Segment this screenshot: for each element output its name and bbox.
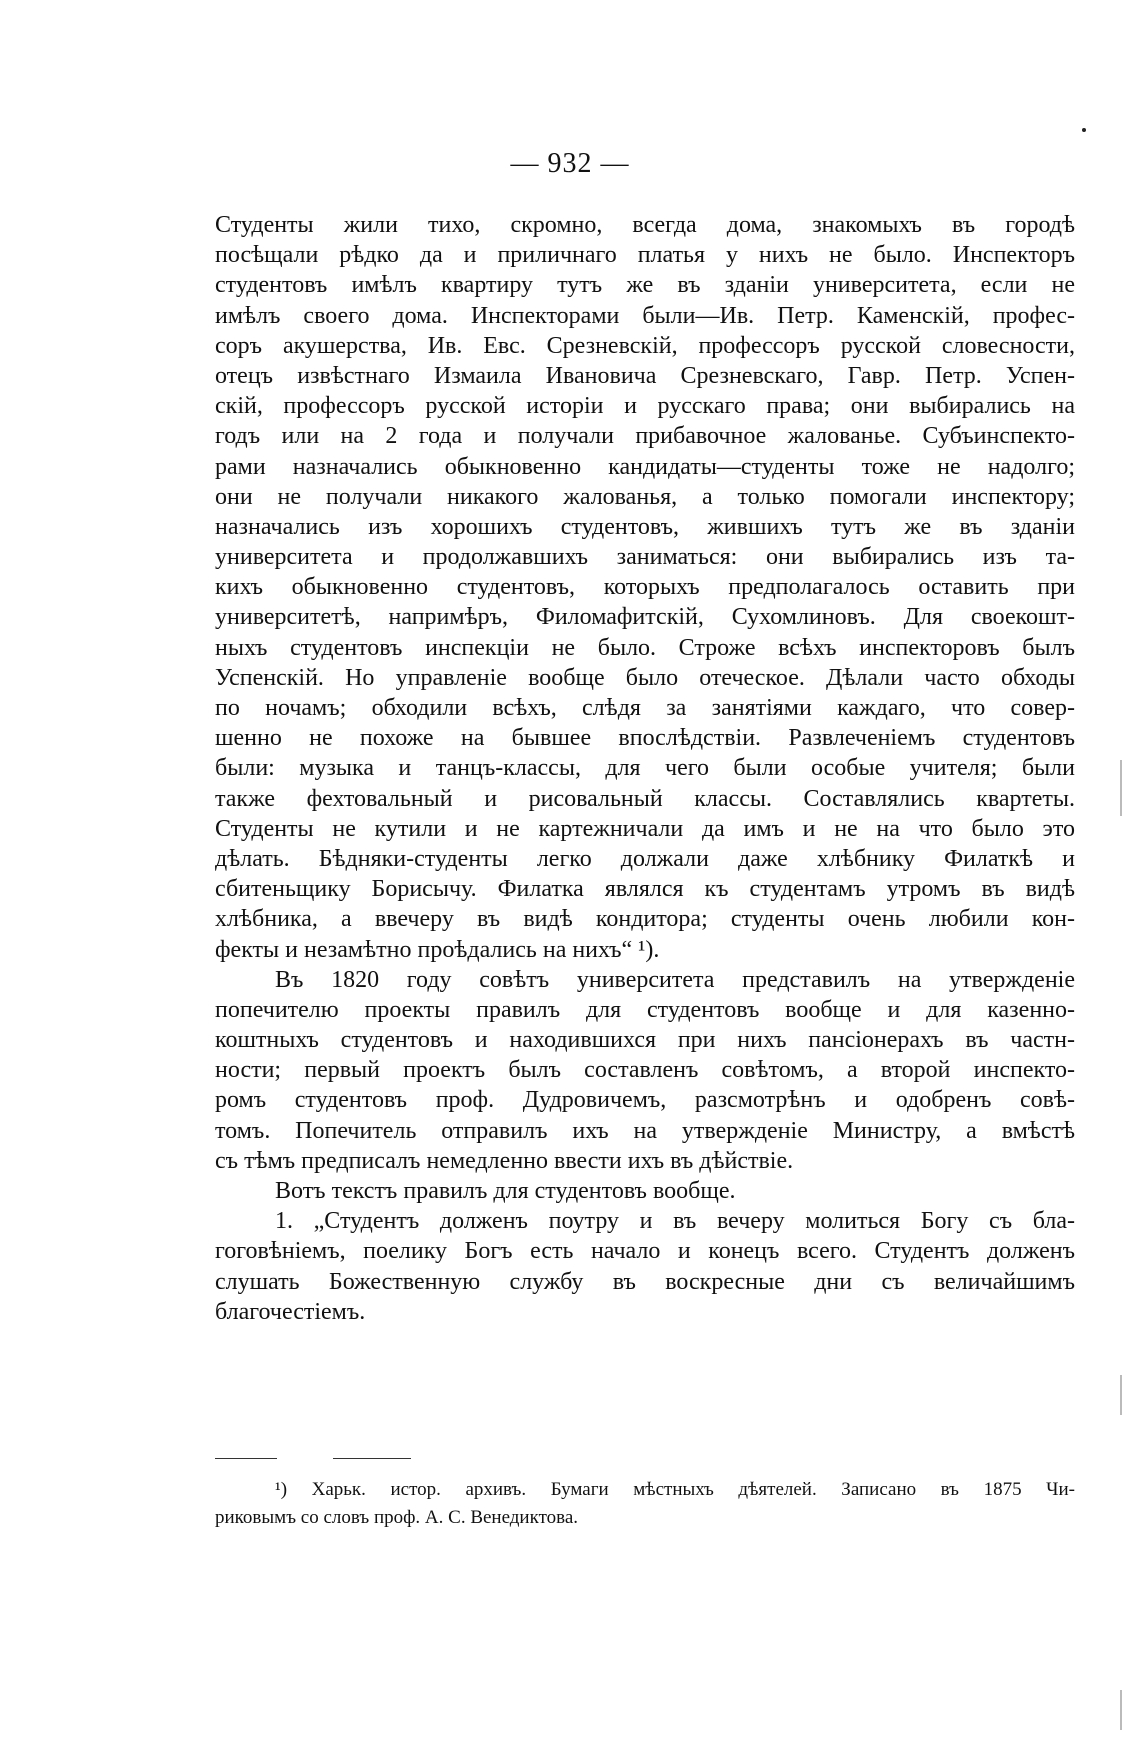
- text-line: Успенскій. Но управленіе вообще было отеческое. Дѣлали часто обходы: [215, 664, 1075, 691]
- text-line: годъ или на 2 года и получали прибавочное жалованье. Субъинспекто-: [215, 423, 1075, 450]
- text-line: имѣлъ своего дома. Инспекторами были—Ив. Петр. Каменскій, профес-: [215, 302, 1075, 329]
- text-line: университета и продолжавшихъ заниматься: они выбирались изъ та-: [215, 544, 1075, 571]
- text-line: съ тѣмъ предписалъ немедленно ввести ихъ въ дѣйствіе.: [215, 1147, 794, 1174]
- text-line: коштныхъ студентовъ и находившихся при нихъ пансіонерахъ въ частн-: [215, 1027, 1075, 1054]
- text-line: ности; первый проектъ былъ составленъ совѣтомъ, а второй инспекто-: [215, 1057, 1075, 1084]
- text-line: они не получали никакого жалованья, а только помогали инспектору;: [215, 483, 1075, 510]
- text-line: слушать Божественную службу въ воскресные дни съ величайшимъ: [215, 1268, 1075, 1295]
- text-line: посѣщали рѣдко да и приличнаго платья у нихъ не было. Инспекторъ: [215, 242, 1075, 269]
- text-line: ромъ студентовъ проф. Дудровичемъ, разсмотрѣнъ и одобренъ совѣ-: [215, 1087, 1075, 1114]
- text-line: были: музыка и танцъ-классы, для чего были особые учителя; были: [215, 755, 1075, 782]
- footnote-separator: [215, 1458, 475, 1462]
- footnotes: [215, 1476, 1075, 1532]
- text-line: рами назначались обыкновенно кандидаты—студенты тоже не надолго;: [215, 453, 1075, 480]
- scan-edge-mark: [1120, 1690, 1122, 1730]
- text-line: 1. „Студентъ долженъ поутру и въ вечеру молиться Богу съ бла-: [275, 1208, 1075, 1235]
- scan-edge-mark: [1120, 760, 1122, 816]
- text-line: дѣлать. Бѣдняки-студенты легко должали даже хлѣбнику Филаткѣ и: [215, 845, 1075, 872]
- text-line: гоговѣніемъ, поелику Богъ есть начало и конецъ всего. Студентъ долженъ: [215, 1238, 1075, 1265]
- text-line: также фехтовальный и рисовальный классы. Составлялись квартеты.: [215, 785, 1075, 812]
- text-line: Студенты жили тихо, скромно, всегда дома, знакомыхъ въ городѣ: [215, 212, 1075, 238]
- text-line: хлѣбника, а ввечеру въ видѣ кондитора; студенты очень любили кон-: [215, 906, 1075, 933]
- footnote-line: ¹) Харьк. истор. архивъ. Бумаги мѣстныхъ дѣятелей. Записано въ 1875 Чи-: [275, 1479, 1075, 1500]
- text-line: благочестіемъ.: [215, 1298, 366, 1325]
- text-line: ныхъ студентовъ инспекціи не было. Строже всѣхъ инспекторовъ былъ: [215, 634, 1075, 661]
- text-line: кихъ обыкновенно студентовъ, которыхъ предполагалось оставить при: [215, 574, 1075, 601]
- text-line: фекты и незамѣтно проѣдались на нихъ“ ¹).: [215, 936, 660, 963]
- text-line: Вотъ текстъ правилъ для студентовъ вообще.: [275, 1178, 736, 1204]
- body-text: [215, 210, 1075, 1327]
- text-line: попечителю проекты правилъ для студентовъ вообще и для казенно-: [215, 996, 1075, 1023]
- text-line: Въ 1820 году совѣтъ университета представилъ на утвержденіе: [275, 966, 1075, 993]
- text-line: назначались изъ хорошихъ студентовъ, жившихъ тутъ же въ зданіи: [215, 513, 1075, 540]
- text-line: соръ акушерства, Ив. Евс. Срезневскій, профессоръ русской словесности,: [215, 332, 1075, 359]
- text-line: шенно не похоже на бывшее впослѣдствіи. Развлеченіемъ студентовъ: [215, 725, 1075, 752]
- text-line: Студенты не кутили и не картежничали да имъ и не на что было это: [215, 815, 1075, 842]
- scan-edge-mark: [1120, 1375, 1122, 1415]
- scan-speck: [1082, 128, 1086, 132]
- footnote-line: риковымъ со словъ проф. А. С. Венедиктова.: [215, 1507, 579, 1528]
- text-line: университетѣ, напримѣръ, Филомафитскій, Сухомлиновъ. Для своекошт-: [215, 604, 1075, 631]
- text-line: по ночамъ; обходили всѣхъ, слѣдя за занятіями каждаго, что совер-: [215, 695, 1075, 721]
- text-line: скій, профессоръ русской исторіи и русскаго права; они выбирались на: [215, 393, 1075, 420]
- text-line: отецъ извѣстнаго Измаила Ивановича Срезневскаго, Гавр. Петр. Успен-: [215, 362, 1075, 389]
- text-line: томъ. Попечитель отправилъ ихъ на утвержденіе Министру, а вмѣстѣ: [215, 1117, 1075, 1144]
- text-line: студентовъ имѣлъ квартиру тутъ же въ зданіи университета, если не: [215, 272, 1075, 299]
- text-line: сбитеньщику Борисычу. Филатка являлся къ студентамъ утромъ въ видѣ: [215, 876, 1075, 903]
- page-number: — 932 —: [510, 148, 630, 179]
